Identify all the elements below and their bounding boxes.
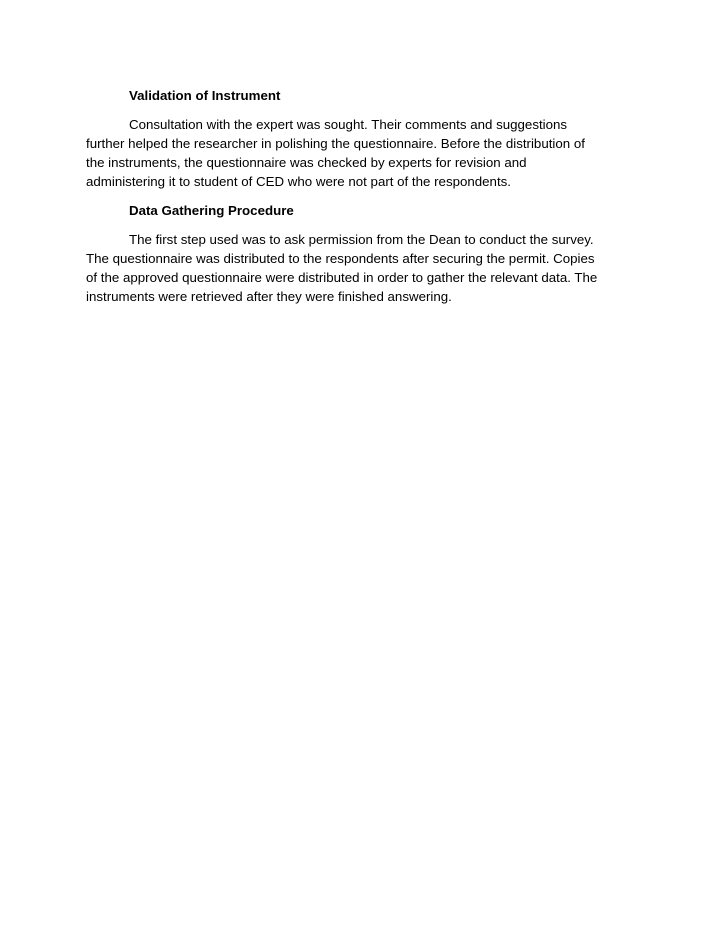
section-heading-data-gathering: Data Gathering Procedure [129,203,294,218]
section-heading-validation: Validation of Instrument [129,88,281,103]
paragraph-line: instruments were retrieved after they were finished answering. [86,289,452,304]
paragraph-line: of the approved questionnaire were distributed in order to gather the relevant data. The [86,270,598,285]
paragraph-line: further helped the researcher in polishing the questionnaire. Before the distribution of [86,136,585,151]
paragraph-data-gathering [86,230,646,306]
document-page [86,86,646,316]
paragraph-line: administering it to student of CED who were not part of the respondents. [86,174,511,189]
paragraph-validation [86,115,646,191]
paragraph-line: Consultation with the expert was sought. Their comments and suggestions [129,117,568,132]
paragraph-line: The first step used was to ask permission from the Dean to conduct the survey. [129,232,594,247]
paragraph-line: The questionnaire was distributed to the respondents after securing the permit. Copies [86,251,595,266]
paragraph-line: the instruments, the questionnaire was checked by experts for revision and [86,155,527,170]
